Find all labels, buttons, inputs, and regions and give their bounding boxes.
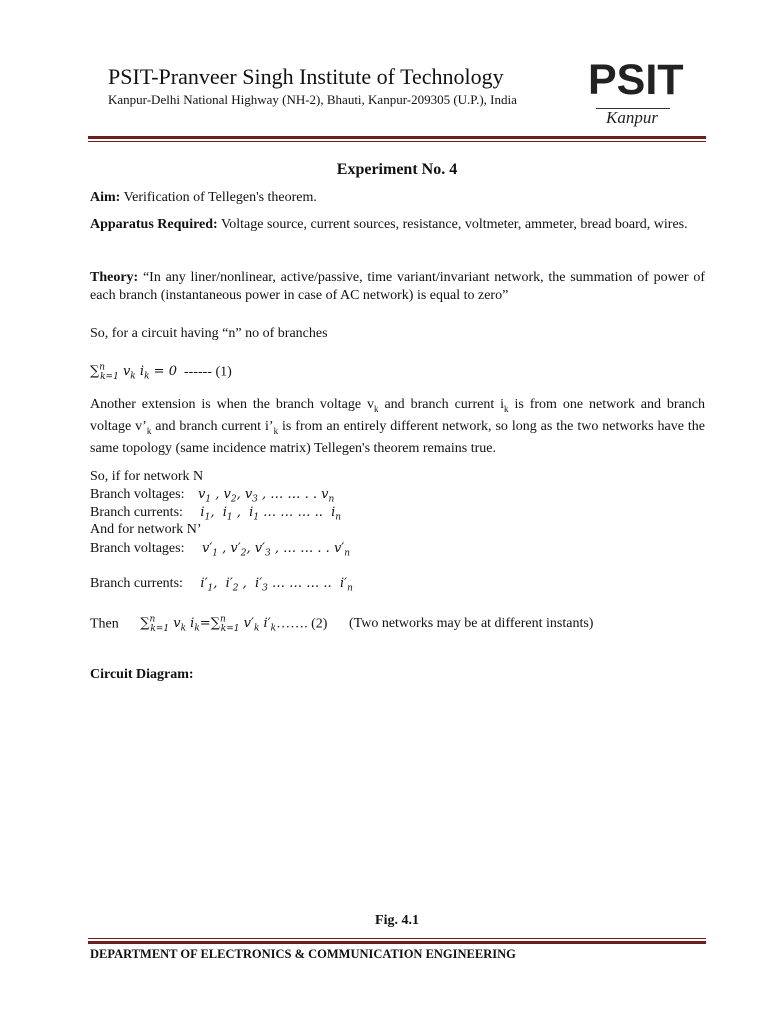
equation-2-label: ……. (2) — [276, 616, 328, 632]
then-label: Then — [90, 616, 119, 632]
network-n-line: So, if for network N — [90, 469, 204, 484]
aim-label: Aim: — [90, 190, 121, 205]
circuit-diagram-label: Circuit Diagram: — [90, 667, 194, 682]
equation-2-note: (Two networks may be at different instants) — [348, 616, 594, 632]
equation-2-expression: ∑$^n_{k=1}$ $v_k$ $i_k=\sum^n_{k=1}$ $v'_k$ $i'_k$ — [140, 615, 277, 634]
equation-1-expression: ∑$^n_{k=1}$ $v_k$ $i_k = 0$ — [90, 363, 177, 382]
theory-label: Theory: — [90, 270, 139, 285]
institute-name: PSIT-Pranveer Singh Institute of Technology — [108, 64, 504, 89]
experiment-title: Experiment No. 4 — [336, 161, 458, 178]
branch-currents-label-2: Branch currents: — [90, 576, 183, 591]
equation-2 — [90, 612, 593, 638]
branch-currents-label: Branch currents: — [90, 505, 183, 520]
apparatus-text: Voltage source, current sources, resistance, voltmeter, ammeter, bread board, wires. — [217, 217, 688, 232]
logo-subtext: Kanpur — [606, 108, 658, 127]
header-rule-thin — [88, 141, 706, 142]
aim-paragraph — [90, 189, 317, 206]
branch-voltages-n2 — [90, 540, 350, 563]
logo-text: PSIT — [588, 56, 684, 104]
branch-currents-n2-values: $i'_1$, $i'_2$ , $i'_3$ … … … .. $i'_n$ — [200, 576, 353, 594]
branch-voltages-n-values: $v_1$ , $v_2$, $v_3$ , … … . . $v_n$ — [197, 487, 335, 505]
figure-caption: Fig. 4.1 — [375, 913, 419, 928]
footer-rule — [88, 941, 706, 944]
branches-intro: So, for a circuit having “n” no of branches — [90, 326, 328, 341]
apparatus-label: Apparatus Required: — [90, 217, 218, 232]
apparatus-paragraph — [90, 216, 705, 234]
theory-paragraph — [90, 269, 705, 305]
equation-1 — [90, 360, 232, 386]
branch-currents-n-values: $i_1$, $i_1$ , $i_1$ … … … .. $i_n$ — [200, 505, 342, 523]
institute-address: Kanpur-Delhi National Highway (NH-2), Bhauti, Kanpur-209305 (U.P.), India — [108, 92, 517, 107]
department-name: DEPARTMENT OF ELECTRONICS & COMMUNICATION ENGINEERING — [90, 947, 516, 961]
extension-paragraph: Another extension is when the branch voltage $v_k$ and branch current $i_k$ is from one network and branch voltage $v’_k$ and branch current $i’_k$ is from an entirely different network, so long as the two networks have the same topology (same incidence matrix) Tellegen's theorem remains true. — [90, 397, 706, 456]
psit-logo — [582, 56, 684, 138]
branch-voltages-n2-values: $v'_1$ , $v'_2$, $v'_3$ , … … . . $v'_n$ — [201, 541, 351, 559]
branch-currents-n2 — [90, 575, 353, 598]
branch-voltages-label-2: Branch voltages: — [90, 541, 185, 556]
network-n2-line: And for network N’ — [90, 522, 202, 537]
equation-1-label: ------ (1) — [183, 364, 232, 380]
theory-text: “In any liner/nonlinear, active/passive, time variant/invariant network, the summation of power of each branch (instantaneous power in case of AC network) is equal to zero” — [90, 270, 705, 303]
aim-text: Verification of Tellegen's theorem. — [120, 190, 317, 205]
footer-rule-thin — [88, 938, 706, 939]
header-rule — [88, 136, 706, 139]
branch-voltages-label: Branch voltages: — [90, 487, 185, 502]
